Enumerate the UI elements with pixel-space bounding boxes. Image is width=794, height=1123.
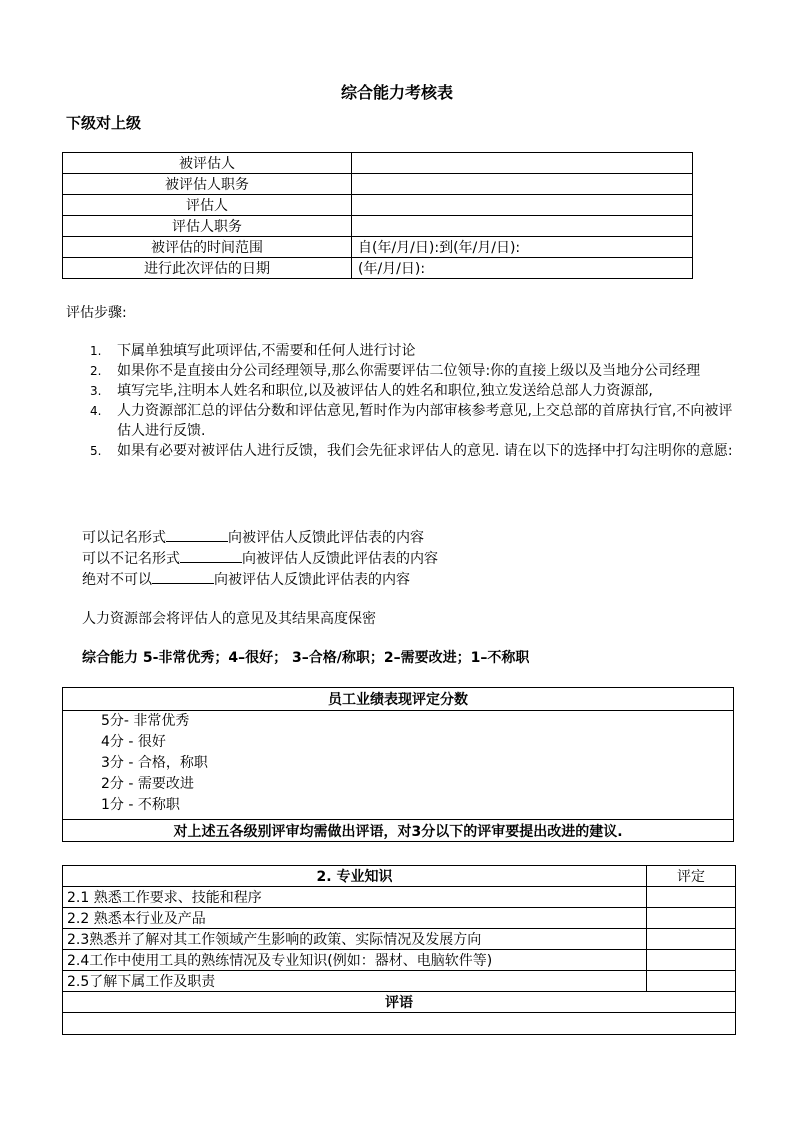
rating-cell[interactable] <box>647 950 736 971</box>
option-text: 可以不记名形式 <box>82 551 180 567</box>
confidentiality-note: 人力资源部会将评估人的意见及其结果高度保密 <box>82 611 376 627</box>
score-level: 5分- 非常优秀 <box>101 713 190 729</box>
option-text: 向被评估人反馈此评估表的内容 <box>242 551 438 567</box>
knowledge-item: 2.4工作中使用工具的熟练情况及专业知识(例如：器材、电脑软件等) <box>63 950 647 971</box>
rating-cell[interactable] <box>647 971 736 992</box>
step-number: 1. <box>90 344 102 358</box>
option-text: 向被评估人反馈此评估表的内容 <box>214 572 410 588</box>
step-number: 5. <box>90 444 102 458</box>
rating-header: 评定 <box>647 866 736 887</box>
page-subtitle: 下级对上级 <box>66 114 142 132</box>
step-item <box>90 361 740 381</box>
feedback-option-named <box>82 527 424 547</box>
step-text: 人力资源部汇总的评估分数和评估意见,暂时作为内部审核参考意见,上交总部的首席执行官,不向被评估人进行反馈. <box>117 403 733 439</box>
step-text: 如果有必要对被评估人进行反馈，我们会先征求评估人的意见. 请在以下的选择中打勾注明你的意愿: <box>117 443 733 459</box>
score-table-footer: 对上述五各级别评审均需做出评语，对3分以下的评审要提出改进的建议. <box>63 820 734 842</box>
step-item <box>90 341 740 361</box>
info-label: 评估人 <box>63 195 352 216</box>
info-value[interactable] <box>352 195 693 216</box>
feedback-option-never <box>82 569 410 589</box>
info-label: 评估人职务 <box>63 216 352 237</box>
info-value[interactable]: (年/月/日): <box>352 258 693 279</box>
knowledge-table <box>62 865 736 1035</box>
step-item <box>90 381 740 401</box>
table-row <box>63 908 736 929</box>
step-text: 下属单独填写此项评估,不需要和任何人进行讨论 <box>117 343 416 359</box>
score-table <box>62 687 734 842</box>
knowledge-item: 2.1 熟悉工作要求、技能和程序 <box>63 887 647 908</box>
step-text: 如果你不是直接由分公司经理领导,那么你需要评估二位领导:你的直接上级以及当地分公司经理 <box>117 363 701 379</box>
info-value[interactable]: 自(年/月/日):到(年/月/日): <box>352 237 693 258</box>
table-row <box>63 887 736 908</box>
step-item <box>90 401 740 441</box>
knowledge-item: 2.2 熟悉本行业及产品 <box>63 908 647 929</box>
table-row <box>63 971 736 992</box>
option-text: 绝对不可以 <box>82 572 152 588</box>
option-text: 向被评估人反馈此评估表的内容 <box>228 530 424 546</box>
comment-header: 评语 <box>63 992 736 1013</box>
steps-heading: 评估步骤: <box>66 305 127 321</box>
step-text: 填写完毕,注明本人姓名和职位,以及被评估人的姓名和职位,独立发送给总部人力资源部, <box>117 383 653 399</box>
score-level: 2分 - 需要改进 <box>101 776 194 792</box>
info-row <box>63 237 693 258</box>
step-number: 3. <box>90 384 102 398</box>
info-value[interactable] <box>352 174 693 195</box>
score-levels <box>63 711 734 820</box>
info-label: 被评估的时间范围 <box>63 237 352 258</box>
rating-cell[interactable] <box>647 887 736 908</box>
info-row <box>63 258 693 279</box>
knowledge-item: 2.3熟悉并了解对其工作领域产生影响的政策、实际情况及发展方向 <box>63 929 647 950</box>
comment-field[interactable] <box>63 1013 736 1035</box>
step-number: 2. <box>90 364 102 378</box>
score-level: 3分 - 合格，称职 <box>101 755 208 771</box>
info-label: 进行此次评估的日期 <box>63 258 352 279</box>
feedback-option-anonymous <box>82 548 438 568</box>
score-level: 1分 - 不称职 <box>101 797 180 813</box>
table-row <box>63 929 736 950</box>
knowledge-item: 2.5了解下属工作及职责 <box>63 971 647 992</box>
step-number: 4. <box>90 404 102 418</box>
rating-cell[interactable] <box>647 929 736 950</box>
info-value[interactable] <box>352 153 693 174</box>
info-row <box>63 174 693 195</box>
option-blank[interactable] <box>166 527 228 542</box>
score-level: 4分 - 很好 <box>101 734 166 750</box>
score-table-header: 员工业绩表现评定分数 <box>63 688 734 711</box>
rating-cell[interactable] <box>647 908 736 929</box>
knowledge-header: 2. 专业知识 <box>63 866 647 887</box>
info-label: 被评估人 <box>63 153 352 174</box>
info-label: 被评估人职务 <box>63 174 352 195</box>
table-row <box>63 950 736 971</box>
rating-scale: 综合能力 5-非常优秀；4–很好； 3–合格/称职；2–需要改进；1–不称职 <box>82 650 530 666</box>
steps-list <box>90 341 740 461</box>
option-blank[interactable] <box>152 569 214 584</box>
option-blank[interactable] <box>180 548 242 563</box>
page-title: 综合能力考核表 <box>340 83 453 102</box>
info-row <box>63 195 693 216</box>
option-text: 可以记名形式 <box>82 530 166 546</box>
evaluation-info-table <box>62 152 693 279</box>
info-value[interactable] <box>352 216 693 237</box>
info-row <box>63 153 693 174</box>
info-row <box>63 216 693 237</box>
step-item <box>90 441 740 461</box>
